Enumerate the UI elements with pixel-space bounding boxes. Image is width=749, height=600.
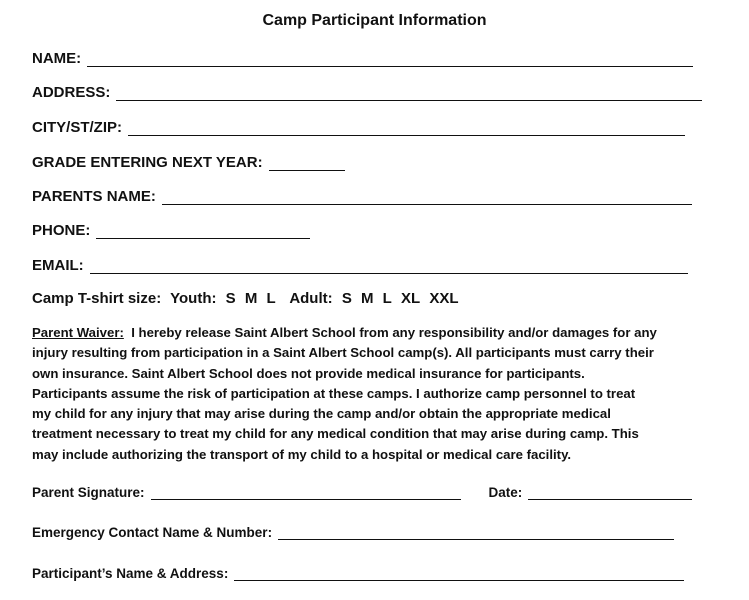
youth-size-m[interactable]: M	[244, 290, 258, 307]
waiver-text: I hereby release Saint Albert School from any responsibility and/or damages for any	[131, 325, 657, 340]
adult-size-l[interactable]: L	[382, 290, 392, 307]
emergency-contact-field[interactable]	[278, 525, 674, 540]
waiver-line: own insurance. Saint Albert School does not provide medical insurance for participants.	[32, 365, 585, 381]
waiver-heading: Parent Waiver:	[32, 325, 124, 340]
parents-label: PARENTS NAME:	[32, 188, 156, 205]
city-row	[32, 119, 685, 136]
name-label: NAME:	[32, 50, 82, 67]
grade-row	[32, 154, 345, 171]
email-row	[32, 257, 688, 274]
form-title: Camp Participant Information	[262, 12, 487, 29]
participant-row	[32, 566, 684, 581]
youth-size-s[interactable]: S	[225, 290, 236, 307]
address-label: ADDRESS:	[32, 84, 111, 101]
email-label: EMAIL:	[32, 257, 84, 274]
date-label: Date:	[488, 485, 523, 500]
grade-field[interactable]	[269, 156, 345, 171]
emergency-contact-row	[32, 525, 674, 540]
waiver-line: injury resulting from participation in a Saint Albert School camp(s). All participants must carry their	[32, 345, 654, 361]
tshirt-size-row	[32, 290, 464, 307]
adult-size-xl[interactable]: XL	[401, 290, 421, 307]
date-field[interactable]	[528, 485, 692, 500]
parent-signature-field[interactable]	[151, 485, 461, 500]
adult-size-m[interactable]: M	[361, 290, 374, 307]
emergency-contact-label: Emergency Contact Name & Number:	[32, 525, 273, 540]
city-field[interactable]	[128, 121, 685, 136]
youth-label: Youth:	[170, 290, 217, 307]
parent-waiver	[32, 323, 722, 465]
address-row	[32, 84, 702, 101]
participant-label: Participant’s Name & Address:	[32, 566, 229, 581]
parents-row	[32, 188, 692, 205]
name-field[interactable]	[87, 52, 693, 67]
email-field[interactable]	[90, 259, 688, 274]
adult-label: Adult:	[289, 290, 333, 307]
tshirt-label: Camp T-shirt size:	[32, 290, 162, 307]
phone-field[interactable]	[96, 224, 310, 239]
phone-label: PHONE:	[32, 222, 91, 239]
name-row	[32, 50, 693, 67]
phone-row	[32, 222, 310, 239]
waiver-line: Participants assume the risk of participation at these camps. I authorize camp personnel to treat	[32, 385, 636, 401]
waiver-line: my child for any injury that may arise during the camp and/or obtain the appropriate medical	[32, 406, 611, 422]
adult-size-s[interactable]: S	[341, 290, 352, 307]
youth-size-l[interactable]: L	[266, 290, 276, 307]
city-label: CITY/ST/ZIP:	[32, 119, 122, 136]
adult-size-xxl[interactable]: XXL	[429, 290, 459, 307]
parents-field[interactable]	[162, 190, 692, 205]
waiver-line-1	[32, 323, 722, 343]
waiver-line: may include authorizing the transport of my child to a hospital or medical care facility.	[32, 446, 572, 462]
address-field[interactable]	[116, 86, 702, 101]
participant-field[interactable]	[234, 566, 684, 581]
parent-signature-label: Parent Signature:	[32, 485, 145, 500]
grade-label: GRADE ENTERING NEXT YEAR:	[32, 154, 263, 171]
waiver-line: treatment necessary to treat my child for any medical condition that may arise during camp. This	[32, 426, 639, 442]
parent-signature-row	[32, 485, 692, 500]
